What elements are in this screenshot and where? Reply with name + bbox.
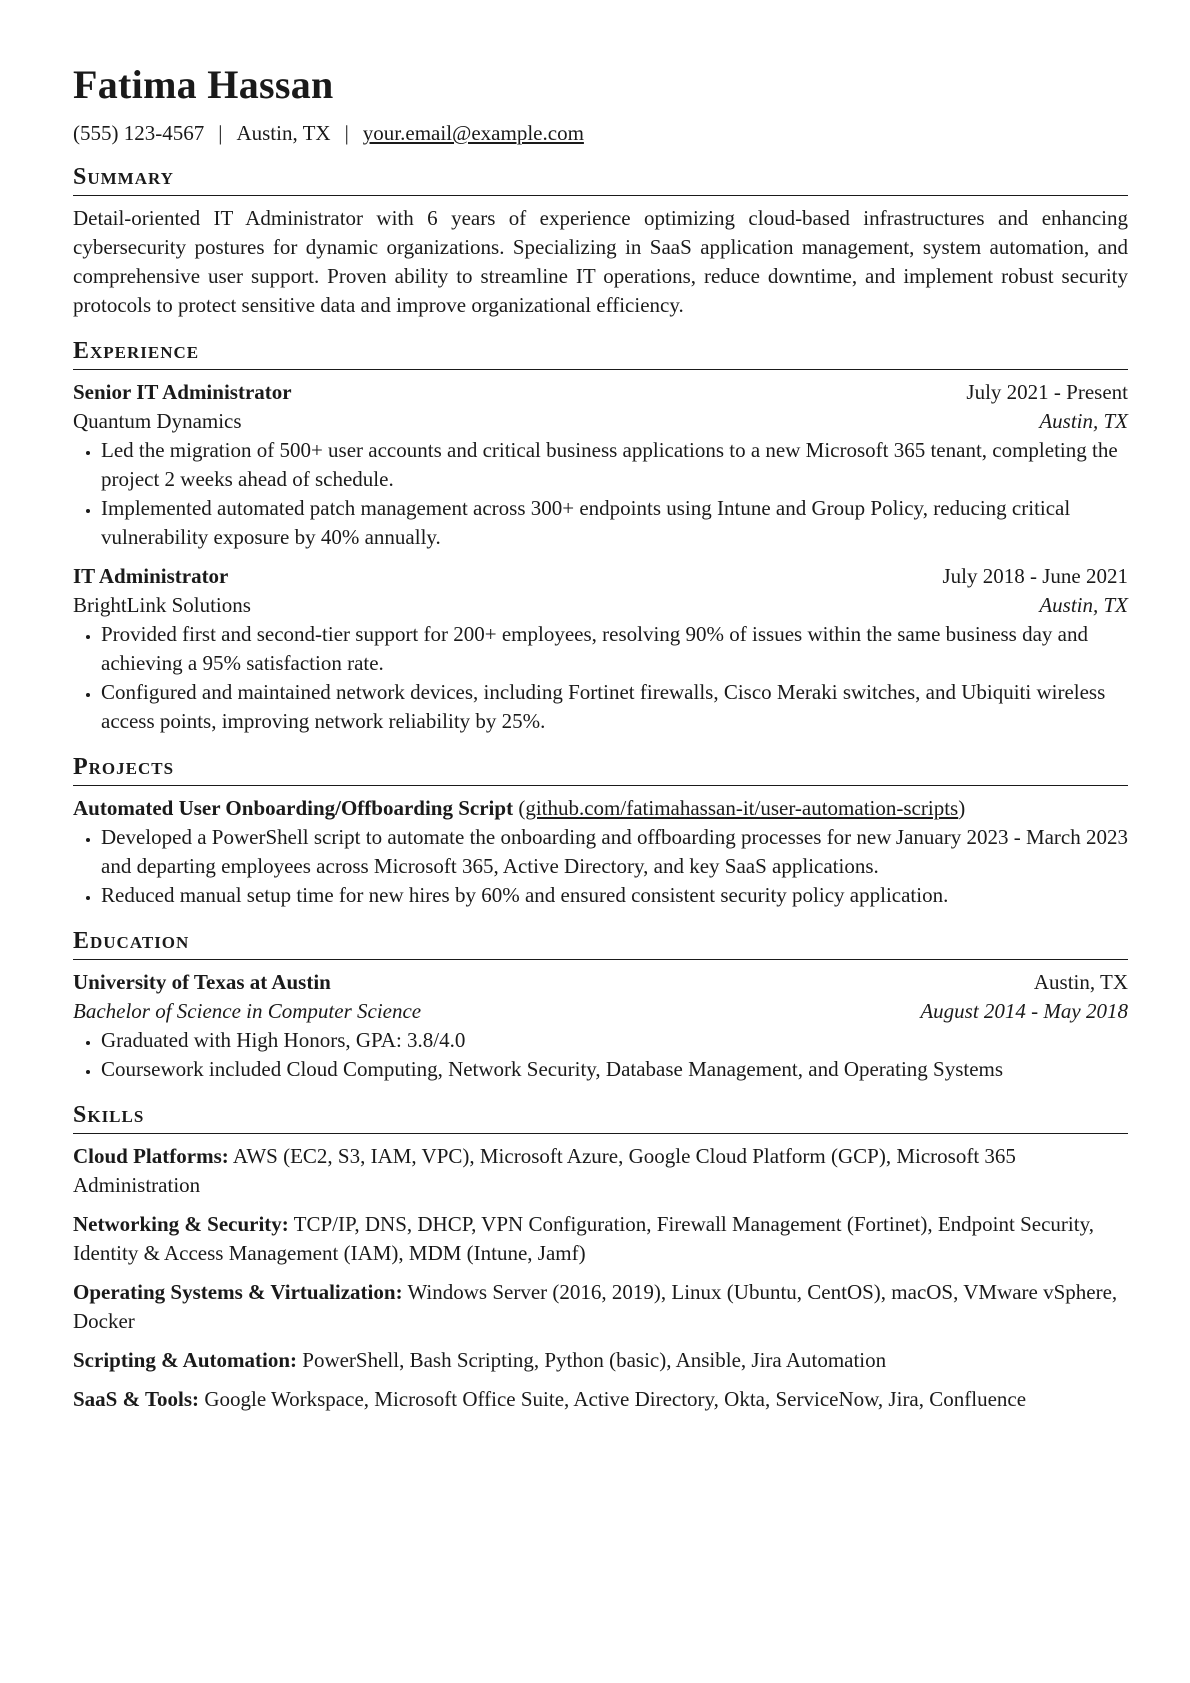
skill-value: Windows Server (2016, 2019), Linux (Ubuntu, CentOS), macOS, VMware vSphere, Docker [73, 1280, 1118, 1333]
job-role: IT Administrator [73, 564, 229, 588]
section-title-projects: Projects [73, 752, 1128, 786]
school-location: Austin, TX [1033, 970, 1128, 994]
skill-group [73, 1278, 1128, 1336]
section-title-education: Education [73, 926, 1128, 960]
skill-label: SaaS & Tools: [73, 1387, 200, 1411]
summary-text: Detail-oriented IT Administrator with 6 years of experience optimizing cloud-based infrastructures and enhancing cybersecurity postures for dynamic organizations. Specializing in SaaS application management, system automation, and comprehensive user support. Proven ability to streamline IT operations, reduce downtime, and implement robust security protocols to protect sensitive data and improve organizational efficiency. [73, 206, 1128, 317]
job-bullet: • Led the migration of 500+ user accounts and critical business applications to a new Microsoft 365 tenant, completing the project 2 weeks ahead of schedule. [101, 436, 1128, 494]
education-bullet: • Coursework included Cloud Computing, Network Security, Database Management, and Operating Systems [101, 1055, 1128, 1084]
skill-label: Scripting & Automation: [73, 1348, 298, 1372]
skill-value: Google Workspace, Microsoft Office Suite, Active Directory, Okta, ServiceNow, Jira, Confluence [204, 1387, 1027, 1411]
education-entry [73, 968, 1128, 1084]
section-title-experience: Experience [73, 336, 1128, 370]
projects-section [73, 752, 1128, 910]
education-bullets [73, 1026, 1128, 1084]
contact-line [73, 120, 1128, 146]
job-bullet: • Configured and maintained network devices, including Fortinet firewalls, Cisco Meraki switches, and Ubiquiti wireless access points, improving network reliability by 25%. [101, 678, 1128, 736]
project-name: Automated User Onboarding/Offboarding Script [73, 796, 514, 820]
job-company: BrightLink Solutions [73, 593, 251, 617]
job-bullet: • Provided first and second-tier support for 200+ employees, resolving 90% of issues within the same business day and achieving a 95% satisfaction rate. [101, 620, 1128, 678]
job-bullet: • Implemented automated patch management across 300+ endpoints using Intune and Group Policy, reducing critical vulnerability exposure by 40% annually. [101, 494, 1128, 552]
job-dates: July 2018 - June 2021 [942, 564, 1128, 588]
job-company: Quantum Dynamics [73, 409, 242, 433]
skill-label: Operating Systems & Virtualization: [73, 1280, 403, 1304]
contact-separator: | [344, 121, 349, 145]
job-location: Austin, TX [1039, 593, 1128, 617]
project-dates: January 2023 - March 2023 [895, 825, 1128, 849]
project-bullet: • Reduced manual setup time for new hires by 60% and ensured consistent security policy application. [101, 881, 1128, 910]
skill-group [73, 1210, 1128, 1268]
job-entry [73, 562, 1128, 736]
skill-group [73, 1346, 1128, 1375]
education-bullet: • Graduated with High Honors, GPA: 3.8/4.0 [101, 1026, 1128, 1055]
phone-number: (555) 123-4567 [73, 121, 205, 145]
school-name: University of Texas at Austin [73, 970, 331, 994]
skill-group [73, 1385, 1128, 1414]
skill-group [73, 1142, 1128, 1200]
project-link[interactable]: github.com/fatimahassan-it/user-automation-scripts [525, 796, 959, 820]
skill-value: AWS (EC2, S3, IAM, VPC), Microsoft Azure, Google Cloud Platform (GCP), Microsoft 365 Administration [73, 1144, 1016, 1197]
job-location: Austin, TX [1039, 409, 1128, 433]
project-entry [73, 794, 1128, 910]
skill-label: Networking & Security: [73, 1212, 289, 1236]
education-dates: August 2014 - May 2018 [920, 999, 1128, 1023]
skill-label: Cloud Platforms: [73, 1144, 229, 1168]
candidate-name: Fatima Hassan [73, 62, 334, 107]
project-header: Automated User Onboarding/Offboarding Script (github.com/fatimahassan-it/user-automation-scripts) January 2023 - March 2023 [73, 794, 1128, 823]
job-bullets [73, 620, 1128, 736]
education-section [73, 926, 1128, 1084]
email-link[interactable]: your.email@example.com [362, 121, 584, 145]
degree: Bachelor of Science in Computer Science [73, 999, 422, 1023]
job-role: Senior IT Administrator [73, 380, 292, 404]
experience-section [73, 336, 1128, 736]
skills-section [73, 1100, 1128, 1414]
job-entry [73, 378, 1128, 552]
location: Austin, TX [236, 121, 331, 145]
summary-section [73, 162, 1128, 320]
section-title-skills: Skills [73, 1100, 1128, 1134]
contact-separator: | [218, 121, 223, 145]
section-title-summary: Summary [73, 162, 1128, 196]
skill-value: PowerShell, Bash Scripting, Python (basic), Ansible, Jira Automation [302, 1348, 887, 1372]
job-dates: July 2021 - Present [966, 380, 1128, 404]
project-bullet: • Developed a PowerShell script to automate the onboarding and offboarding processes for new and departing employees across Microsoft 365, Active Directory, and key SaaS applications. [101, 823, 1128, 881]
skill-value: TCP/IP, DNS, DHCP, VPN Configuration, Firewall Management (Fortinet), Endpoint Security, Identity & Access Management (IAM), MDM (Intune, Jamf) [73, 1212, 1094, 1265]
job-bullets [73, 436, 1128, 552]
